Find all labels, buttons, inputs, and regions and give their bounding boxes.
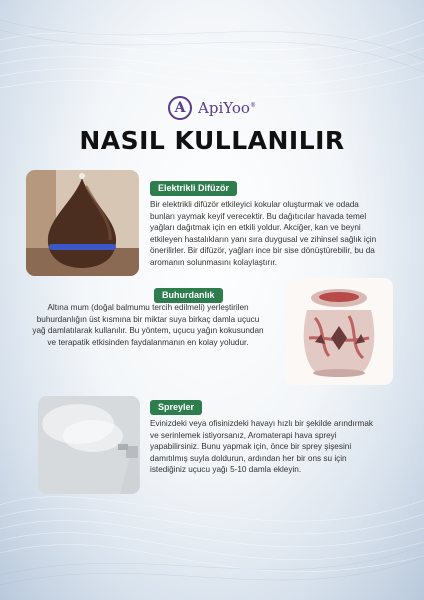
spray-image [38,396,140,494]
section-label-sprays: Spreyler [150,400,202,415]
brand-logo [0,96,424,120]
oil-burner-description: Altına mum (doğal balmumu tercih edilmeli) yerleştirilen buhurdanlığın üst kısmına bir miktar suya birkaç damla uçucu yağ damlatılarak kullanılır. Bu yöntem, uçucu yağın kokusundan ve terapatik etkisinden faydalanmanın en kolay yoludur. [32,303,264,347]
section-label-oil-burner: Buhurdanlık [154,288,223,303]
electric-diffuser-description: Bir elektrikli difüzör etkileyici kokular oluşturmak ve odada bunları yaymak keyif verecektir. Bu dağıtıcılar havada temel yağları dağıtmak için en etkili yoldur. Akciğer, kan ve beyni etkileyen hastalıkların yanı sıra duygusal ve zihinsel sağlık için önerilirler. Bir difüzör, yağları ince bir sise dönüştürebilir, bu da aromanın solunmasını kolaylaştırır. [150,200,377,267]
page-title: NASIL KULLANILIR [79,126,345,155]
sprays-description: Evinizdeki veya ofisinizdeki havayı hızlı bir şekilde arındırmak ve serinlemek istiyorsanız, Aromaterapi hava spreyi yapabilirsiniz. Bunu yapmak için, önce bir sprey şişesini damıtılmış suyla doldurun, ardından her bir ons su için istediğiniz uçucu yağı 5-10 damla ekleyin. [150,419,373,475]
brand-name: ApiYoo® [198,99,256,117]
diffuser-image [26,170,139,276]
oil-burner-image [285,278,393,385]
brand-mark-icon: A [168,96,192,120]
section-label-electric-diffuser: Elektrikli Difüzör [150,181,237,196]
